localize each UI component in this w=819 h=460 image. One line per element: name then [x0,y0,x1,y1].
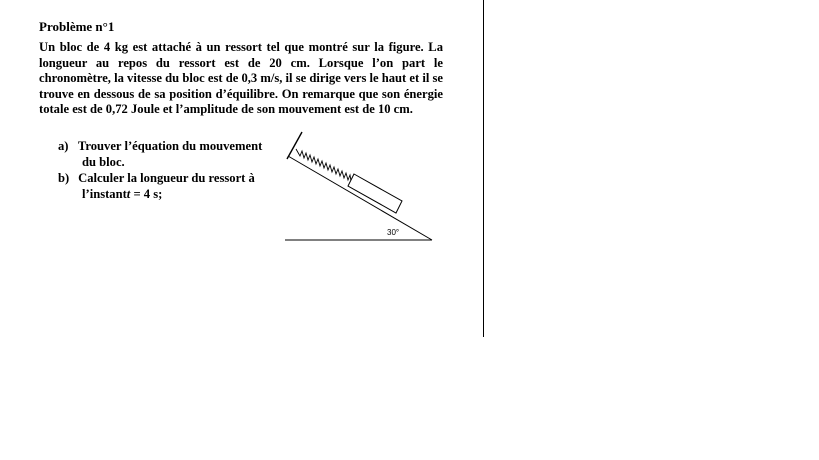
question-b [58,171,280,202]
question-b-instant-text: l’instant [82,186,127,201]
question-a-text: Trouver l’équation du mouvement [77,139,263,153]
question-b-text: Calculer la longueur du ressort à [78,171,255,185]
question-b-time-var: t [126,186,131,201]
incline-spring-figure [284,128,434,243]
question-b-text-cont [58,187,280,203]
question-a [58,139,280,170]
question-b-time-value: = 4 s; [130,186,163,201]
question-a-label: a) [58,139,69,153]
problem-title: Problème n°1 [39,19,115,34]
incline-line [288,156,432,240]
question-b-label: b) [58,171,70,185]
page-divider [483,0,484,337]
angle-label: 30° [387,228,400,237]
question-a-text-cont: du bloc. [82,154,125,169]
problem-statement: Un bloc de 4 kg est attaché à un ressort tel que montré sur la figure. La longueur au repos du ressort est de 20 cm. Lorsque l’on part le chronomètre, la vitesse du bloc est de 0,3 m/s, il se dirige vers le haut et il se trouve en dessous de sa position d’équilibre. On remarque que son énergie totale est de 0,72 Joule et l’amplitude de son mouvement est de 10 cm. [39,40,443,117]
spring [296,149,354,184]
